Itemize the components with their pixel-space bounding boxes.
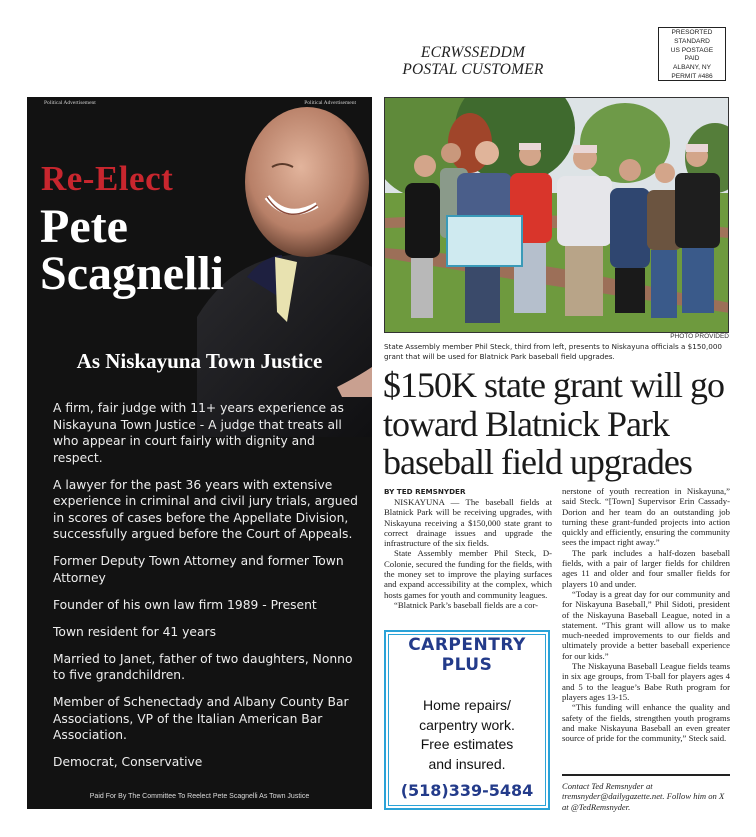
indicia-line: PRESORTED bbox=[671, 29, 713, 36]
article-paragraph: The park includes a half-dozen baseball fields, with a pair of larger fields for children ages 11 and older and four smaller fields for players 10 and under. bbox=[562, 547, 730, 589]
postal-customer-label bbox=[388, 44, 558, 78]
article-paragraph: “Blatnick Park’s baseball fields are a cor- bbox=[394, 599, 539, 610]
candidate-first-name: Pete bbox=[40, 200, 128, 253]
indicia-line: STANDARD bbox=[674, 37, 710, 45]
qualification-item: Democrat, Conservative bbox=[53, 755, 203, 769]
postage-indicia bbox=[658, 27, 726, 81]
article-paragraph: nerstone of youth recreation in Niskayuna,” said Steck. “[Town] Supervisor Erin Cassady-Dorion and her team do an outstanding job turning these grant-funded projects into action quickly and efficiently, ensuring the community sees the impact right away.” bbox=[562, 486, 730, 548]
office-title: As Niskayuna Town Justice bbox=[76, 349, 323, 373]
qualification-item: Founder of his own law firm 1989 - Present bbox=[53, 597, 317, 612]
postal-line-1: ECRWSSEDDM bbox=[420, 44, 526, 61]
article-headline: $150K state grant will go toward Blatnick Park baseball field upgrades bbox=[383, 365, 724, 482]
article-paragraph: The Niskayuna Baseball League fields teams in six age groups, from T-ball for players ages 4 and 5 to the league’s Babe Ruth program for players ages 13-15. bbox=[562, 661, 730, 702]
article-paragraph: State Assembly member Phil Steck, D-Colonie, secured the funding for the fields, with the money set to improve the playing surfaces and expand accessibility at the complex, which hosts games for youth and community leagues. bbox=[384, 548, 552, 600]
candidate-name bbox=[40, 200, 225, 300]
photo-caption: State Assembly member Phil Steck, third from left, presents to Niskayuna officials a $150,000 grant that will be used for Blatnick Park baseball field upgrades. bbox=[384, 342, 722, 361]
carpentry-ad-title bbox=[386, 635, 548, 675]
indicia-line: ALBANY, NY bbox=[673, 64, 711, 72]
carpentry-ad-line: Free estimates bbox=[420, 736, 514, 752]
political-ad-label: Political Advertisement bbox=[44, 100, 96, 106]
paid-for-disclaimer: Paid For By The Committee To Reelect Pete Scagnelli As Town Justice bbox=[89, 793, 310, 800]
article-column-2 bbox=[562, 486, 730, 743]
political-ad-label: Political Advertisement bbox=[304, 100, 356, 106]
carpentry-plus-ad bbox=[384, 630, 550, 810]
article-paragraph: NISKAYUNA — The baseball fields at Blatnick Park will be receiving upgrades, with Niskayuna receiving a $150,000 state grant to correct drainage issues and upgrade the infrastructure of the six fields. bbox=[384, 497, 552, 549]
article-byline: BY TED REMSNYDER bbox=[384, 487, 466, 496]
political-advertisement bbox=[27, 97, 372, 809]
article-paragraph: “Today is a great day for our community and for Niskayuna Baseball,” Phil Sidoti, president of the Niskayuna Baseball League, noted in a statement. “This grant will allow us to make much-needed improvements to our fields and ultimately provide a better baseball experience for our kids.” bbox=[562, 588, 730, 661]
article-photo bbox=[384, 97, 729, 333]
qualification-item: A firm, fair judge with 11+ years experience as Niskayuna Town Justice - A judge that treats all who appear in court fairly with dignity and respect. bbox=[53, 401, 344, 465]
reelect-heading: Re-Elect bbox=[41, 159, 174, 198]
qualification-item: Town resident for 41 years bbox=[53, 624, 216, 639]
indicia-line: PERMIT #486 bbox=[671, 72, 713, 80]
carpentry-ad-title-line2: PLUS bbox=[441, 655, 493, 675]
carpentry-ad-line: Home repairs/ bbox=[423, 697, 511, 713]
author-contact: Contact Ted Remsnyder at tremsnyder@dailygazette.net. Follow him on X at @TedRemsnyder. bbox=[562, 781, 725, 812]
qualification-item: Married to Janet, father of two daughters, Nonno to five grandchildren. bbox=[53, 651, 353, 682]
candidate-qualifications bbox=[53, 400, 363, 781]
article-column-1 bbox=[384, 497, 552, 610]
qualification-item: Former Deputy Town Attorney and former Town Attorney bbox=[53, 554, 344, 585]
carpentry-ad-line: and insured. bbox=[428, 755, 506, 772]
group-photo-image bbox=[385, 98, 729, 333]
divider bbox=[562, 774, 730, 776]
candidate-last-name: Scagnelli bbox=[40, 247, 225, 300]
carpentry-ad-phone: (518)339-5484 bbox=[400, 781, 534, 800]
carpentry-ad-body bbox=[386, 696, 548, 774]
postal-line-2: POSTAL CUSTOMER bbox=[402, 61, 544, 78]
qualification-item: Member of Schenectady and Albany County Bar Associations, VP of the Italian American Bar Association. bbox=[53, 695, 349, 742]
ceremonial-check bbox=[447, 216, 522, 266]
indicia-line: US POSTAGE bbox=[670, 46, 714, 54]
qualification-item: A lawyer for the past 36 years with extensive experience in criminal and civil jury trials, argued in scores of cases before the Appellate Division, successfully argued before the Court of Appeals. bbox=[53, 477, 358, 541]
carpentry-ad-title-line1: CARPENTRY bbox=[408, 635, 526, 655]
photo-credit: PHOTO PROVIDED bbox=[670, 333, 729, 340]
indicia-line: PAID bbox=[684, 55, 700, 63]
carpentry-ad-line: carpentry work. bbox=[419, 716, 515, 733]
article-paragraph: “This funding will enhance the quality and safety of the fields, strengthen youth programs and make Niskayuna Baseball an even greater source of pride for the community,” Steck said. bbox=[562, 702, 730, 744]
